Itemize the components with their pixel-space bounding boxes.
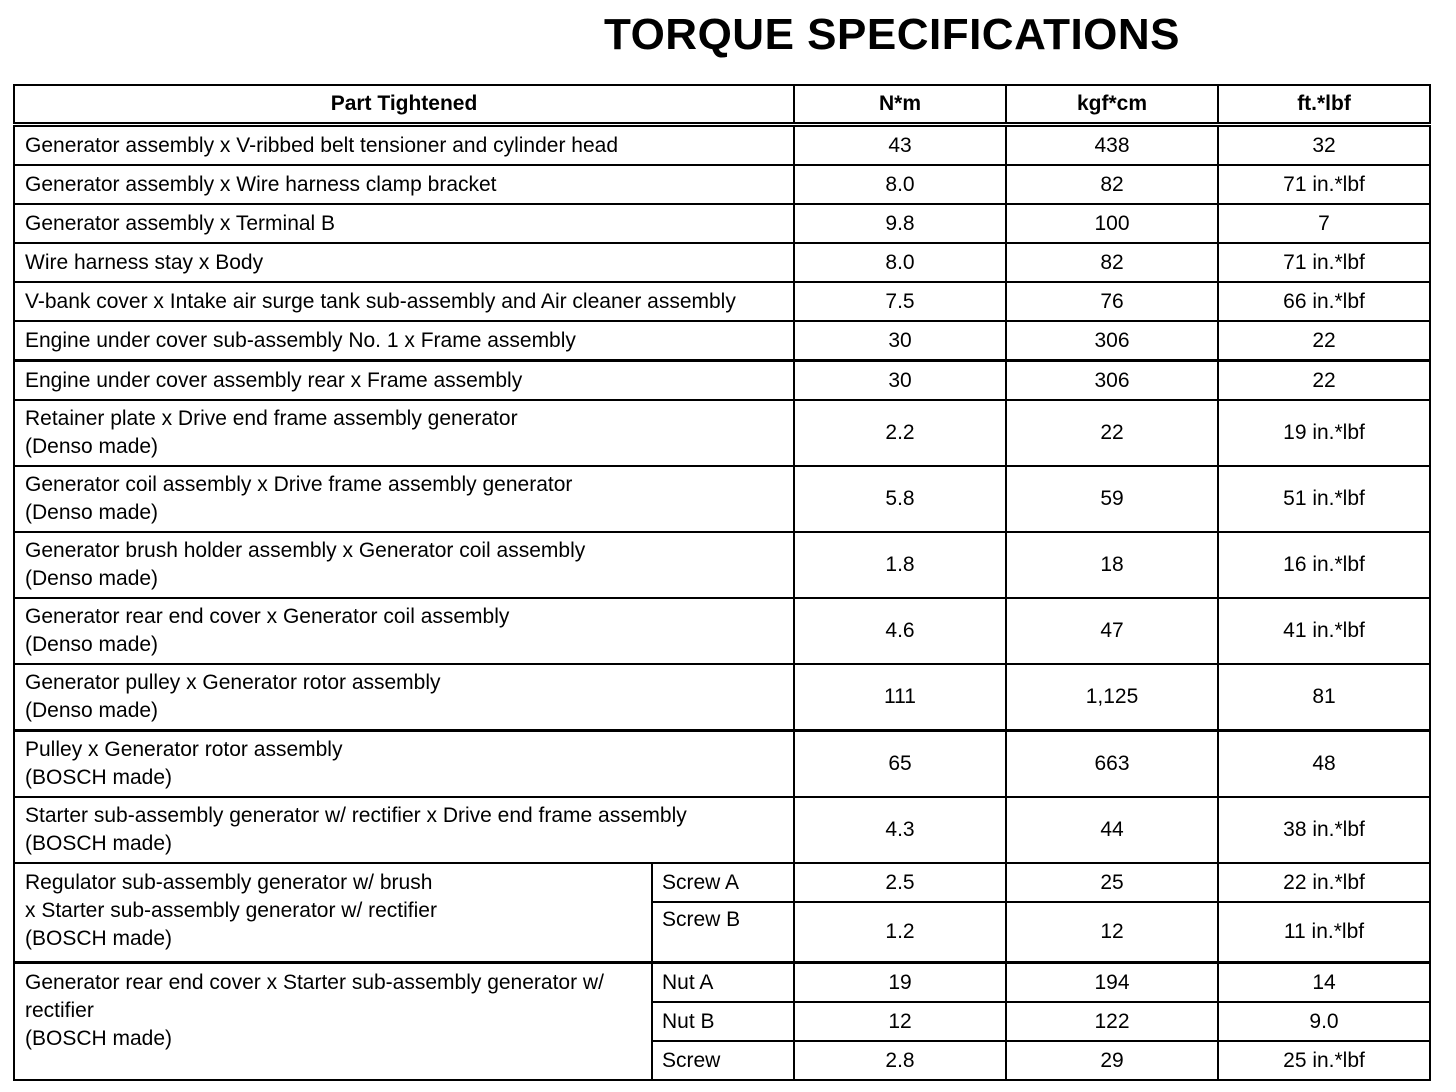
part-text-line: Generator coil assembly x Drive frame assembly generator: [25, 473, 573, 496]
part-text-line: Generator assembly x Terminal B: [25, 211, 336, 235]
kgf-cm-value: 47: [1006, 598, 1218, 664]
ft-lbf-value: 81: [1218, 664, 1430, 731]
table-row: [14, 797, 1430, 863]
nm-value: 4.6: [794, 598, 1006, 664]
nm-value: 65: [794, 731, 1006, 798]
header-nm: N*m: [794, 85, 1006, 125]
kgf-cm-value: 29: [1006, 1041, 1218, 1080]
nm-value: 4.3: [794, 797, 1006, 863]
ft-lbf-value: 7: [1218, 204, 1430, 243]
nm-value: 12: [794, 1002, 1006, 1041]
table-row: [14, 361, 1430, 401]
part-tightened-cell: [14, 243, 794, 282]
part-text-line: Generator rear end cover x Generator coil assembly: [25, 605, 510, 628]
part-tightened-cell: [14, 466, 794, 532]
part-text-line: Generator rear end cover x Starter sub-assembly generator w/: [25, 971, 604, 994]
nm-value: 30: [794, 321, 1006, 361]
kgf-cm-value: 194: [1006, 963, 1218, 1003]
nm-value: 30: [794, 361, 1006, 401]
part-tightened-cell: [14, 400, 794, 466]
table-row: [14, 204, 1430, 243]
part-tightened-cell: [14, 797, 794, 863]
header-row: [14, 85, 1430, 125]
ft-lbf-value: 16 in.*lbf: [1218, 532, 1430, 598]
ft-lbf-value: 32: [1218, 125, 1430, 166]
ft-lbf-value: 19 in.*lbf: [1218, 400, 1430, 466]
table-row: [14, 731, 1430, 798]
ft-lbf-value: 71 in.*lbf: [1218, 243, 1430, 282]
nm-value: 2.2: [794, 400, 1006, 466]
part-tightened-cell: [14, 664, 794, 731]
kgf-cm-value: 122: [1006, 1002, 1218, 1041]
part-text-line: (Denso made): [25, 633, 159, 656]
part-text-line: Starter sub-assembly generator w/ rectifier x Drive end frame assembly: [25, 804, 687, 827]
part-text-line: (Denso made): [25, 699, 159, 722]
table-row: [14, 282, 1430, 321]
table-row: [14, 125, 1430, 166]
ft-lbf-value: 38 in.*lbf: [1218, 797, 1430, 863]
nm-value: 2.5: [794, 863, 1006, 902]
kgf-cm-value: 1,125: [1006, 664, 1218, 731]
part-text-line: Generator assembly x V-ribbed belt tensioner and cylinder head: [25, 133, 619, 157]
fastener-label: Screw A: [652, 863, 794, 902]
kgf-cm-value: 59: [1006, 466, 1218, 532]
kgf-cm-value: 82: [1006, 243, 1218, 282]
part-text-line: (Denso made): [25, 567, 159, 590]
part-text-line: Generator assembly x Wire harness clamp bracket: [25, 172, 497, 196]
ft-lbf-value: 25 in.*lbf: [1218, 1041, 1430, 1080]
ft-lbf-value: 71 in.*lbf: [1218, 165, 1430, 204]
fastener-label: Screw: [652, 1041, 794, 1080]
page-title: TORQUE SPECIFICATIONS: [604, 10, 1181, 59]
part-text-line: rectifier: [25, 999, 94, 1022]
kgf-cm-value: 663: [1006, 731, 1218, 798]
nm-value: 8.0: [794, 243, 1006, 282]
part-text-line: (BOSCH made): [25, 766, 173, 789]
ft-lbf-value: 48: [1218, 731, 1430, 798]
ft-lbf-value: 41 in.*lbf: [1218, 598, 1430, 664]
part-text-line: (BOSCH made): [25, 832, 173, 855]
table-row: [14, 664, 1430, 731]
part-text-line: Engine under cover sub-assembly No. 1 x Frame assembly: [25, 328, 576, 352]
part-tightened-cell: [14, 532, 794, 598]
torque-spec-table: [13, 84, 1431, 1081]
kgf-cm-value: 18: [1006, 532, 1218, 598]
kgf-cm-value: 306: [1006, 361, 1218, 401]
header-part-tightened: Part Tightened: [14, 85, 794, 125]
kgf-cm-value: 438: [1006, 125, 1218, 166]
part-text-line: Pulley x Generator rotor assembly: [25, 738, 343, 761]
header-kgf-cm: kgf*cm: [1006, 85, 1218, 125]
nm-value: 43: [794, 125, 1006, 166]
part-text-line: Generator pulley x Generator rotor assembly: [25, 671, 441, 694]
part-tightened-cell: [14, 361, 794, 401]
table-row: [14, 321, 1430, 361]
nm-value: 2.8: [794, 1041, 1006, 1080]
fastener-label: Nut A: [652, 963, 794, 1003]
part-text-line: Engine under cover assembly rear x Frame assembly: [25, 368, 523, 392]
fastener-label: Screw B: [652, 902, 794, 963]
part-text-line: (Denso made): [25, 435, 159, 458]
part-text-line: x Starter sub-assembly generator w/ rectifier: [25, 899, 437, 922]
ft-lbf-value: 11 in.*lbf: [1218, 902, 1430, 963]
part-tightened-cell: [14, 282, 794, 321]
part-text-line: (Denso made): [25, 501, 159, 524]
part-text-line: Generator brush holder assembly x Generator coil assembly: [25, 539, 586, 562]
table-row: [14, 243, 1430, 282]
part-tightened-cell: [14, 731, 794, 798]
part-text-line: Regulator sub-assembly generator w/ brush: [25, 871, 433, 894]
nm-value: 7.5: [794, 282, 1006, 321]
ft-lbf-value: 22 in.*lbf: [1218, 863, 1430, 902]
ft-lbf-value: 22: [1218, 361, 1430, 401]
nm-value: 9.8: [794, 204, 1006, 243]
part-tightened-cell: [14, 863, 652, 963]
part-tightened-cell: [14, 204, 794, 243]
part-text-line: (BOSCH made): [25, 927, 173, 950]
kgf-cm-value: 44: [1006, 797, 1218, 863]
ft-lbf-value: 66 in.*lbf: [1218, 282, 1430, 321]
part-tightened-cell: [14, 165, 794, 204]
kgf-cm-value: 12: [1006, 902, 1218, 963]
table-row: [14, 598, 1430, 664]
table-row: [14, 400, 1430, 466]
part-text-line: Wire harness stay x Body: [25, 250, 264, 274]
nm-value: 1.8: [794, 532, 1006, 598]
part-tightened-cell: [14, 321, 794, 361]
part-tightened-cell: [14, 598, 794, 664]
kgf-cm-value: 306: [1006, 321, 1218, 361]
table-row: [14, 165, 1430, 204]
table-row: [14, 963, 1430, 1003]
ft-lbf-value: 51 in.*lbf: [1218, 466, 1430, 532]
kgf-cm-value: 82: [1006, 165, 1218, 204]
ft-lbf-value: 9.0: [1218, 1002, 1430, 1041]
ft-lbf-value: 14: [1218, 963, 1430, 1003]
nm-value: 111: [794, 664, 1006, 731]
part-text-line: (BOSCH made): [25, 1027, 173, 1050]
table-row: [14, 863, 1430, 902]
kgf-cm-value: 25: [1006, 863, 1218, 902]
part-tightened-cell: [14, 963, 652, 1081]
table-body: [14, 125, 1430, 1081]
nm-value: 1.2: [794, 902, 1006, 963]
nm-value: 5.8: [794, 466, 1006, 532]
nm-value: 8.0: [794, 165, 1006, 204]
table-row: [14, 466, 1430, 532]
part-text-line: Retainer plate x Drive end frame assembly generator: [25, 407, 518, 430]
kgf-cm-value: 100: [1006, 204, 1218, 243]
kgf-cm-value: 22: [1006, 400, 1218, 466]
header-ft-lbf: ft.*lbf: [1218, 85, 1430, 125]
nm-value: 19: [794, 963, 1006, 1003]
table-row: [14, 532, 1430, 598]
ft-lbf-value: 22: [1218, 321, 1430, 361]
part-tightened-cell: [14, 125, 794, 166]
part-text-line: V-bank cover x Intake air surge tank sub-assembly and Air cleaner assembly: [25, 289, 736, 313]
kgf-cm-value: 76: [1006, 282, 1218, 321]
fastener-label: Nut B: [652, 1002, 794, 1041]
